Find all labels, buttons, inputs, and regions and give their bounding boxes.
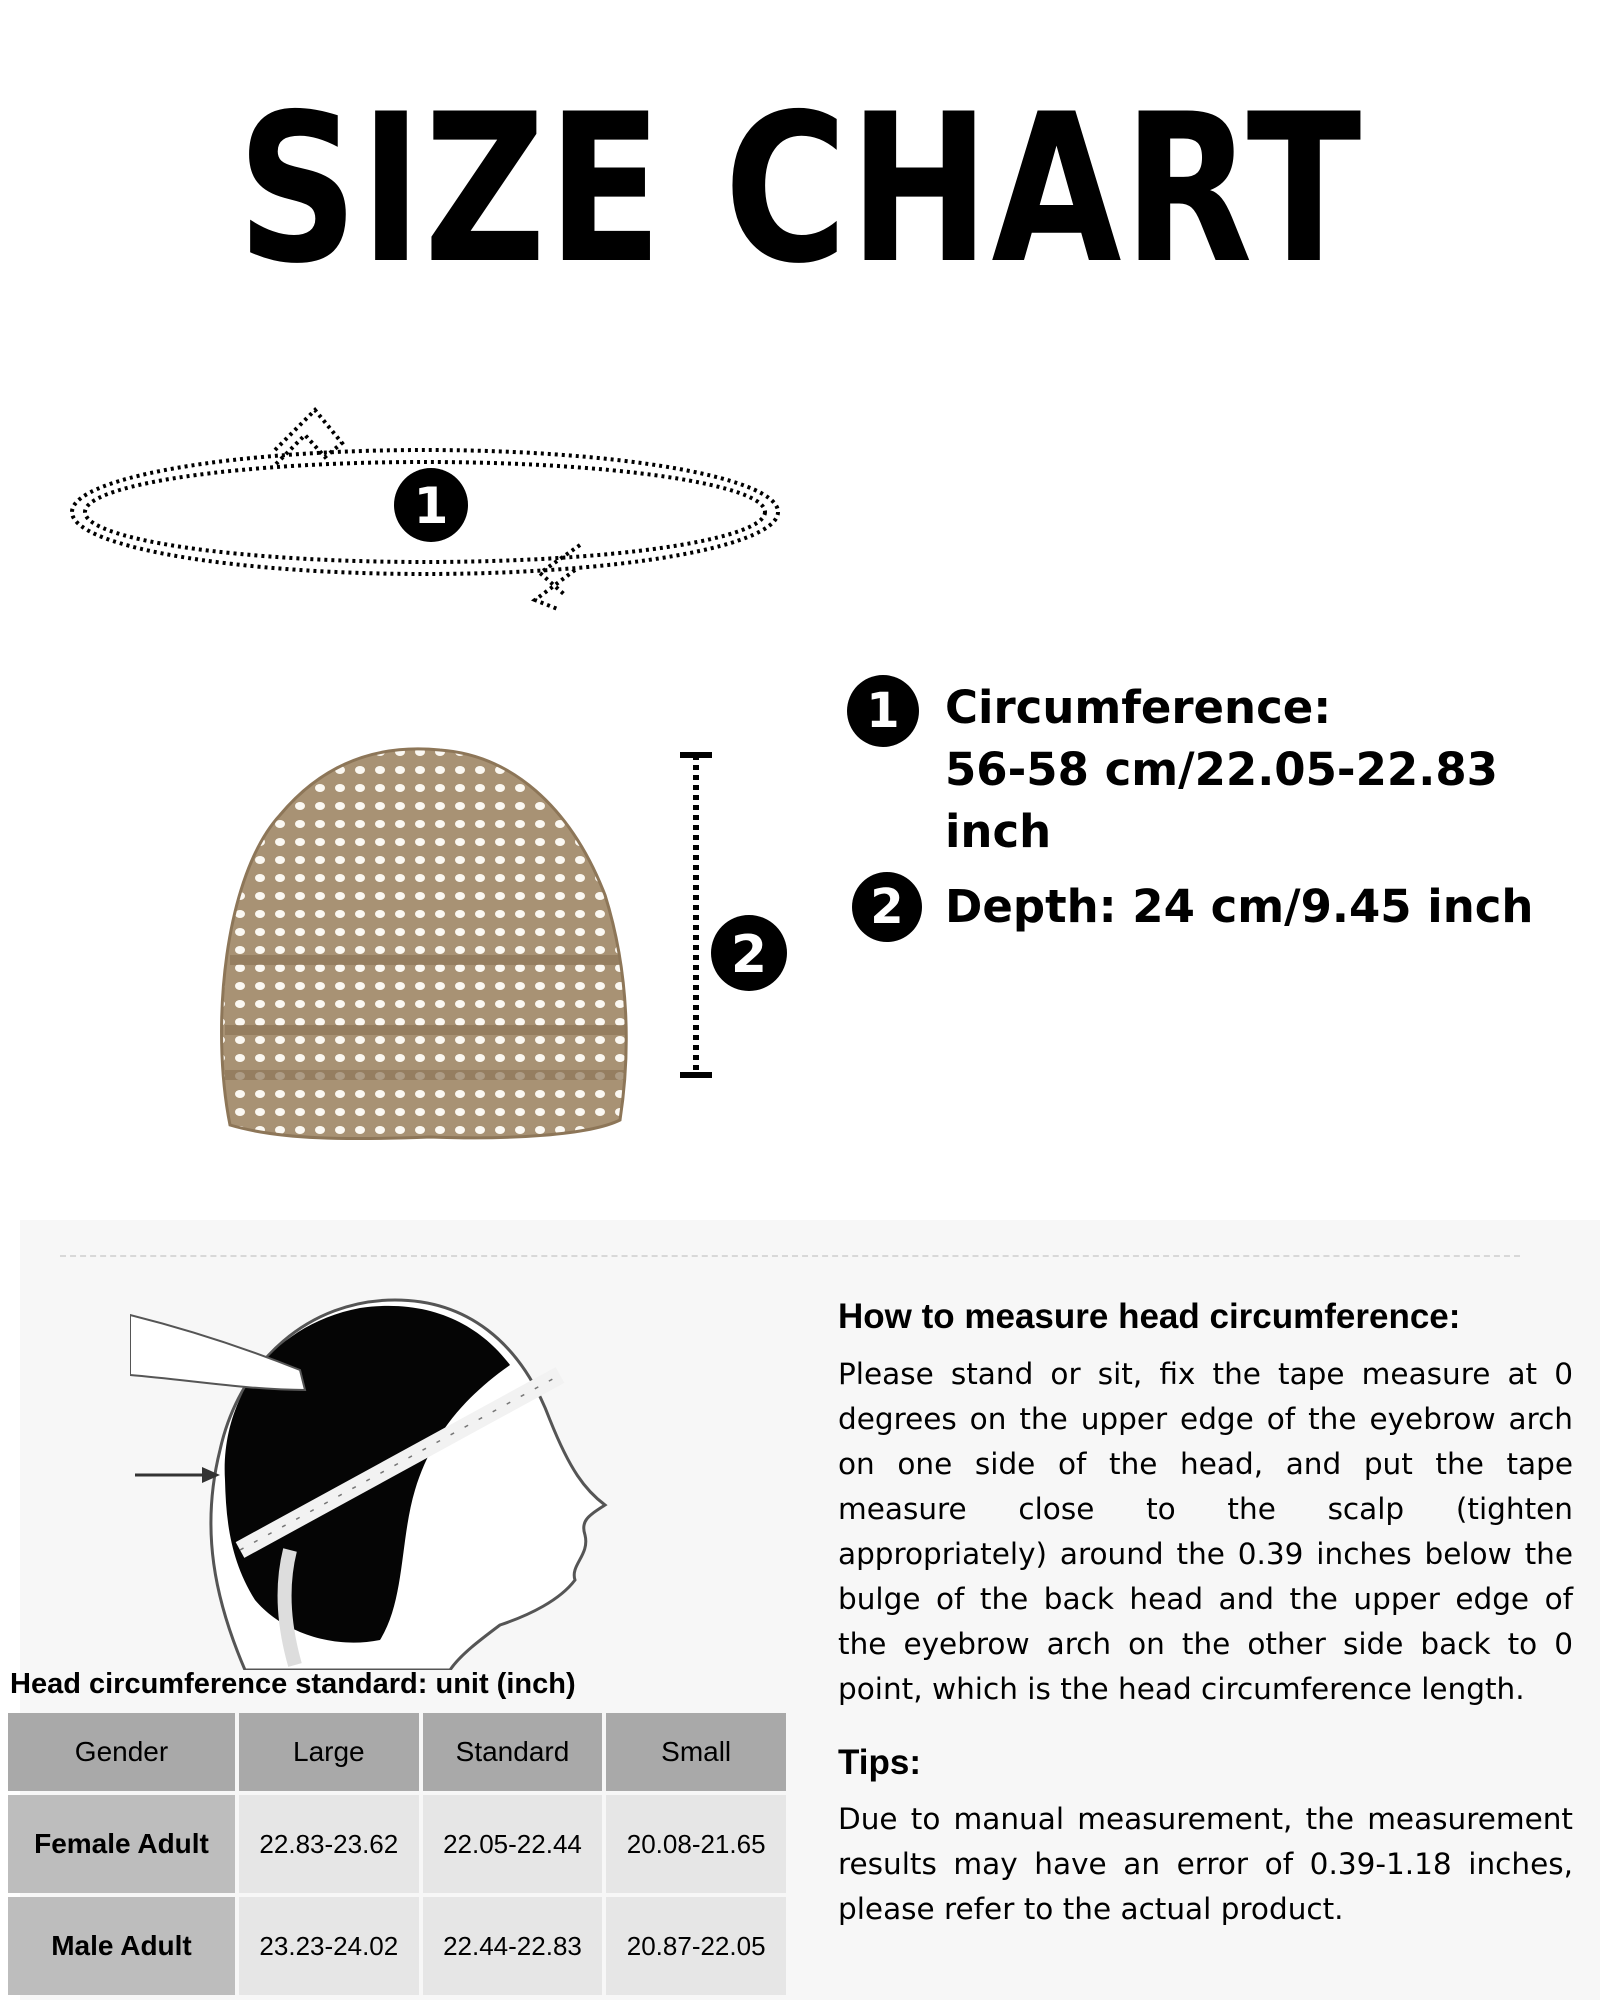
size-table [4, 1709, 790, 1999]
cell: 22.05-22.44 [423, 1795, 603, 1893]
hat-image [210, 725, 640, 1145]
table-caption: Head circumference standard: unit (inch) [10, 1668, 576, 1700]
how-to-heading: How to measure head circumference: [838, 1297, 1461, 1336]
spec-depth-label: Depth: 24 cm/9.45 inch [945, 880, 1534, 933]
cell: 22.83-23.62 [239, 1795, 419, 1893]
circumference-number: 1 [413, 477, 449, 535]
page-title: SIZE CHART [237, 71, 1363, 309]
header-gender: Gender [8, 1713, 235, 1791]
header-large: Large [239, 1713, 419, 1791]
header-standard: Standard [423, 1713, 603, 1791]
cell: 20.87-22.05 [606, 1897, 786, 1995]
spec-circumference-value: 56-58 cm/22.05-22.83 inch [945, 743, 1498, 858]
tips-paragraph: Due to manual measurement, the measurement results may have an error of 0.39-1.18 inches, please refer to the actual product. [838, 1802, 1573, 1926]
depth-indicator [670, 745, 800, 1085]
header-small: Small [606, 1713, 786, 1791]
tips-heading: Tips: [838, 1743, 921, 1782]
circumference-diagram [60, 395, 800, 625]
head-measuring-illustration [130, 1270, 630, 1670]
spec-circumference [945, 677, 1585, 863]
divider [60, 1255, 1520, 1257]
how-to-paragraph: Please stand or sit, fix the tape measure at 0 degrees on the upper edge of the eyebrow arch on one side of the head, and put the tape measure close to the scalp (tighten appropriately) around the 0.39 inches below the bulge of the back head and the upper edge of the eyebrow arch on the other side back to 0 point, which is the head circumference length. [838, 1357, 1573, 1706]
row-label: Female Adult [8, 1795, 235, 1893]
depth-number: 2 [730, 925, 768, 985]
cell: 23.23-24.02 [239, 1897, 419, 1995]
cell: 20.08-21.65 [606, 1795, 786, 1893]
table-row [8, 1897, 786, 1995]
row-label: Male Adult [8, 1897, 235, 1995]
spec-1-number-badge: 1 [847, 675, 919, 747]
spec-circumference-label: Circumference: [945, 681, 1332, 734]
cell: 22.44-22.83 [423, 1897, 603, 1995]
table-header-row [8, 1713, 786, 1791]
spec-2-number-badge: 2 [852, 872, 922, 942]
table-row [8, 1795, 786, 1893]
